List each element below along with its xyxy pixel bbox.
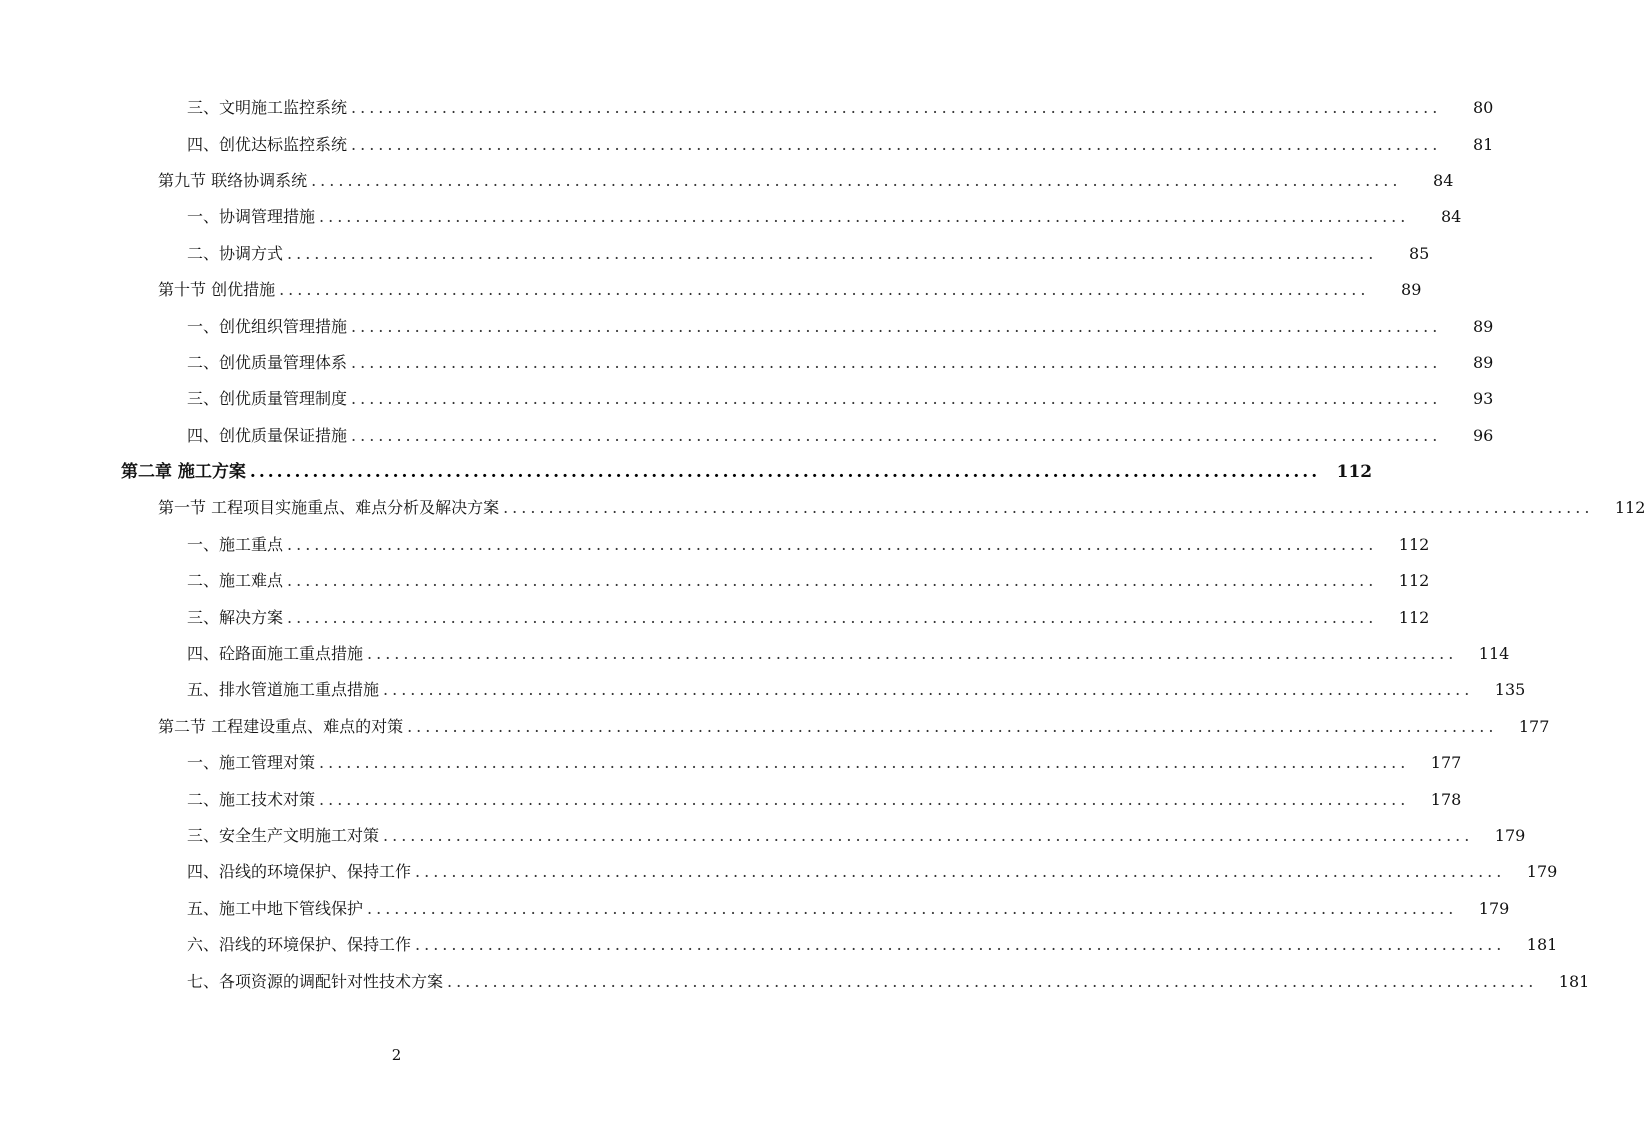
toc-entry-title: 四、创优达标监控系统 (187, 134, 348, 154)
toc-dot-leader: ........................................................................................................................ (319, 789, 1410, 809)
toc-entry-title: 七、各项资源的调配针对性技术方案 (187, 971, 444, 991)
toc-entry-title: 三、创优质量管理制度 (187, 389, 348, 409)
toc-entry-page: 96 (1472, 425, 1494, 445)
toc-entry-title: 第一节 工程项目实施重点、难点分析及解决方案 (158, 498, 500, 518)
toc-entry-page: 112 (1336, 462, 1373, 483)
toc-entry-page: 177 (1518, 716, 1550, 736)
toc-entry[interactable] (0, 272, 1422, 308)
toc-entry-page: 114 (1478, 644, 1510, 664)
toc-entry[interactable] (0, 308, 1494, 344)
toc-entry[interactable] (0, 709, 1550, 745)
toc-entry-page: 177 (1430, 753, 1462, 773)
toc-dot-leader: ........................................................................................................................ (319, 207, 1410, 227)
toc-dot-leader: ........................................................................................................................ (351, 316, 1442, 336)
toc-entry[interactable] (0, 345, 1494, 381)
toc-dot-leader: ........................................................................................................................ (367, 644, 1458, 664)
toc-entry-page: 89 (1472, 316, 1494, 336)
page-number: 2 (391, 1046, 402, 1064)
toc-entry-title: 四、砼路面施工重点措施 (187, 644, 364, 664)
toc-entry-title: 五、排水管道施工重点措施 (187, 680, 380, 700)
toc-entry-page: 80 (1472, 98, 1494, 118)
toc-entry-title: 一、施工管理对策 (187, 753, 316, 773)
toc-dot-leader: ........................................................................................................................ (249, 462, 1321, 483)
toc-entry[interactable] (0, 599, 1430, 635)
toc-entry[interactable] (0, 418, 1494, 454)
toc-dot-leader: ........................................................................................................................ (351, 389, 1442, 409)
toc-entry-page: 84 (1433, 170, 1454, 190)
toc-entry-page: 89 (1401, 280, 1422, 300)
toc-entry[interactable] (0, 236, 1430, 272)
toc-dot-leader: ........................................................................................................................ (287, 607, 1378, 627)
toc-dot-leader: ........................................................................................................................ (407, 716, 1498, 736)
toc-entry-title: 五、施工中地下管线保护 (187, 898, 364, 918)
toc-entry[interactable] (0, 818, 1526, 854)
toc-entry[interactable] (0, 381, 1494, 417)
toc-entry[interactable] (0, 672, 1526, 708)
toc-dot-leader: ........................................................................................................................ (383, 826, 1474, 845)
toc-entry-title: 六、沿线的环境保护、保持工作 (187, 935, 412, 955)
toc-entry-page: 81 (1472, 134, 1494, 154)
toc-entry-title: 一、创优组织管理措施 (187, 316, 348, 336)
toc-entry-title: 三、安全生产文明施工对策 (187, 826, 380, 845)
toc-dot-leader: ........................................................................................................................ (319, 753, 1410, 773)
toc-entry-title: 二、创优质量管理体系 (187, 352, 348, 372)
toc-entry-page: 112 (1614, 498, 1645, 518)
toc-entry-page: 84 (1440, 207, 1462, 227)
toc-dot-leader: ........................................................................................................................ (383, 680, 1474, 700)
toc-dot-leader: ........................................................................................................................ (447, 971, 1538, 991)
toc-dot-leader: ........................................................................................................................ (351, 352, 1442, 372)
toc-entry-title: 第九节 联络协调系统 (158, 170, 308, 190)
toc-entry[interactable] (0, 854, 1558, 890)
toc-entry-page: 93 (1472, 389, 1494, 409)
toc-dot-leader: ........................................................................................................................ (287, 243, 1378, 263)
toc-dot-leader: ........................................................................................................................ (351, 425, 1442, 445)
toc-entry-page: 135 (1494, 680, 1526, 700)
toc-entry-title: 三、解决方案 (187, 607, 284, 627)
toc-entry-page: 85 (1408, 243, 1430, 263)
toc-dot-leader: ........................................................................................................................ (415, 935, 1506, 955)
toc-entry-title: 第二节 工程建设重点、难点的对策 (158, 716, 404, 736)
toc-entry[interactable] (0, 781, 1462, 817)
toc-entry-title: 第二章 施工方案 (121, 462, 246, 483)
toc-entry-page: 181 (1526, 935, 1558, 955)
toc-entry-page: 179 (1494, 826, 1526, 845)
toc-entry-page: 179 (1478, 898, 1510, 918)
toc-dot-leader: ........................................................................................................................ (351, 134, 1442, 154)
toc-entry-page: 181 (1558, 971, 1590, 991)
toc-entry-title: 三、文明施工监控系统 (187, 98, 348, 118)
toc-dot-leader: ........................................................................................................................ (311, 170, 1402, 190)
toc-entry-title: 二、施工技术对策 (187, 789, 316, 809)
toc-dot-leader: ........................................................................................................................ (287, 571, 1378, 591)
toc-entry[interactable] (0, 126, 1494, 162)
toc-entry-title: 二、协调方式 (187, 243, 284, 263)
toc-entry[interactable] (0, 527, 1430, 563)
toc-dot-leader: ........................................................................................................................ (367, 898, 1458, 918)
toc-entry-title: 一、施工重点 (187, 534, 284, 554)
toc-entry[interactable] (0, 199, 1462, 235)
toc-entry[interactable] (0, 454, 1373, 490)
toc-entry-page: 112 (1398, 534, 1430, 554)
toc-entry-title: 一、协调管理措施 (187, 207, 316, 227)
toc-entry-page: 112 (1398, 607, 1430, 627)
toc-entry-title: 四、沿线的环境保护、保持工作 (187, 862, 412, 882)
toc-dot-leader: ........................................................................................................................ (503, 498, 1594, 518)
toc-entry[interactable] (0, 563, 1430, 599)
toc-entry[interactable] (0, 636, 1510, 672)
toc-dot-leader: ........................................................................................................................ (287, 534, 1378, 554)
toc-entry[interactable] (0, 745, 1462, 781)
toc-entry[interactable] (0, 490, 1645, 526)
toc-entry-title: 二、施工难点 (187, 571, 284, 591)
toc-entry-page: 178 (1430, 789, 1462, 809)
toc-dot-leader: ........................................................................................................................ (279, 280, 1370, 300)
toc-entry[interactable] (0, 927, 1558, 963)
table-of-contents (0, 90, 1645, 1000)
toc-dot-leader: ........................................................................................................................ (351, 98, 1442, 118)
toc-dot-leader: ........................................................................................................................ (415, 862, 1506, 882)
toc-entry[interactable] (0, 891, 1510, 927)
toc-entry-page: 89 (1472, 352, 1494, 372)
toc-entry-page: 112 (1398, 571, 1430, 591)
toc-entry-title: 第十节 创优措施 (158, 280, 276, 300)
toc-entry[interactable] (0, 163, 1454, 199)
toc-entry-page: 179 (1526, 862, 1558, 882)
toc-entry-title: 四、创优质量保证措施 (187, 425, 348, 445)
toc-entry[interactable] (0, 90, 1494, 126)
toc-entry[interactable] (0, 963, 1590, 999)
